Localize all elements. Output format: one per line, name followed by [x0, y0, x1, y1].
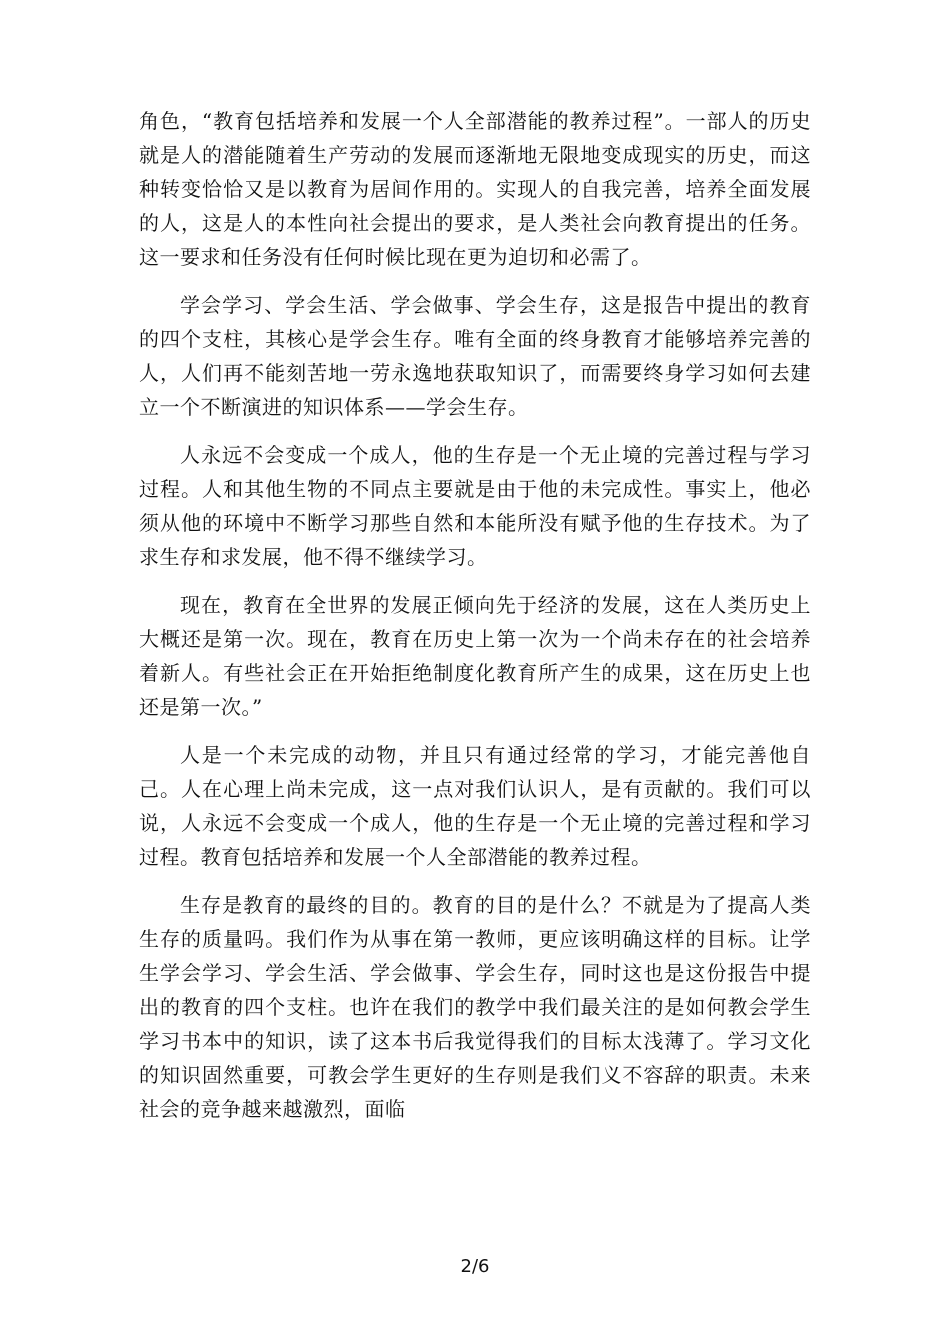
paragraph-3: 人永远不会变成一个成人，他的生存是一个无止境的完善过程与学习过程。人和其他生物的不同点主要就是由于他的未完成性。事实上，他必须从他的环境中不断学习那些自然和本能所没有赋予他的生存技术。为了求生存和求发展，他不得不继续学习。: [139, 443, 811, 569]
paragraph-2: 学会学习、学会生活、学会做事、学会生存，这是报告中提出的教育的四个支柱，其核心是学会生存。唯有全面的终身教育才能够培养完善的人，人们再不能刻苦地一劳永逸地获取知识了，而需要终身学习如何去建立一个不断演进的知识体系——学会生存。: [139, 293, 811, 419]
paragraph-4: 现在，教育在全世界的发展正倾向先于经济的发展，这在人类历史上大概还是第一次。现在，教育在历史上第一次为一个尚未存在的社会培养着新人。有些社会正在开始拒绝制度化教育所产生的成果，这在历史上也还是第一次。”: [139, 593, 811, 719]
paragraph-1: 角色，“教育包括培养和发展一个人全部潜能的教养过程”。一部人的历史就是人的潜能随着生产劳动的发展而逐渐地无限地变成现实的历史，而这种转变恰恰又是以教育为居间作用的。实现人的自我完善，培养全面发展的人，这是人的本性向社会提出的要求，是人类社会向教育提出的任务。这一要求和任务没有任何时候比现在更为迫切和必需了。: [139, 109, 811, 269]
paragraph-6: 生存是教育的最终的目的。教育的目的是什么？不就是为了提高人类生存的质量吗。我们作为从事在第一教师，更应该明确这样的目标。让学生学会学习、学会生活、学会做事、学会生存，同时这也是这份报告中提出的教育的四个支柱。也许在我们的教学中我们最关注的是如何教会学生学习书本中的知识，读了这本书后我觉得我们的目标太浅薄了。学习文化的知识固然重要，可教会学生更好的生存则是我们义不容辞的职责。未来社会的竞争越来越激烈，面临: [139, 893, 811, 1121]
document-body: [139, 104, 811, 1140]
paragraph-5: 人是一个未完成的动物，并且只有通过经常的学习，才能完善他自己。人在心理上尚未完成，这一点对我们认识人，是有贡献的。我们可以说，人永远不会变成一个成人，他的生存是一个无止境的完善过程和学习过程。教育包括培养和发展一个人全部潜能的教养过程。: [139, 743, 811, 869]
page-number: 2/6: [460, 1256, 490, 1277]
